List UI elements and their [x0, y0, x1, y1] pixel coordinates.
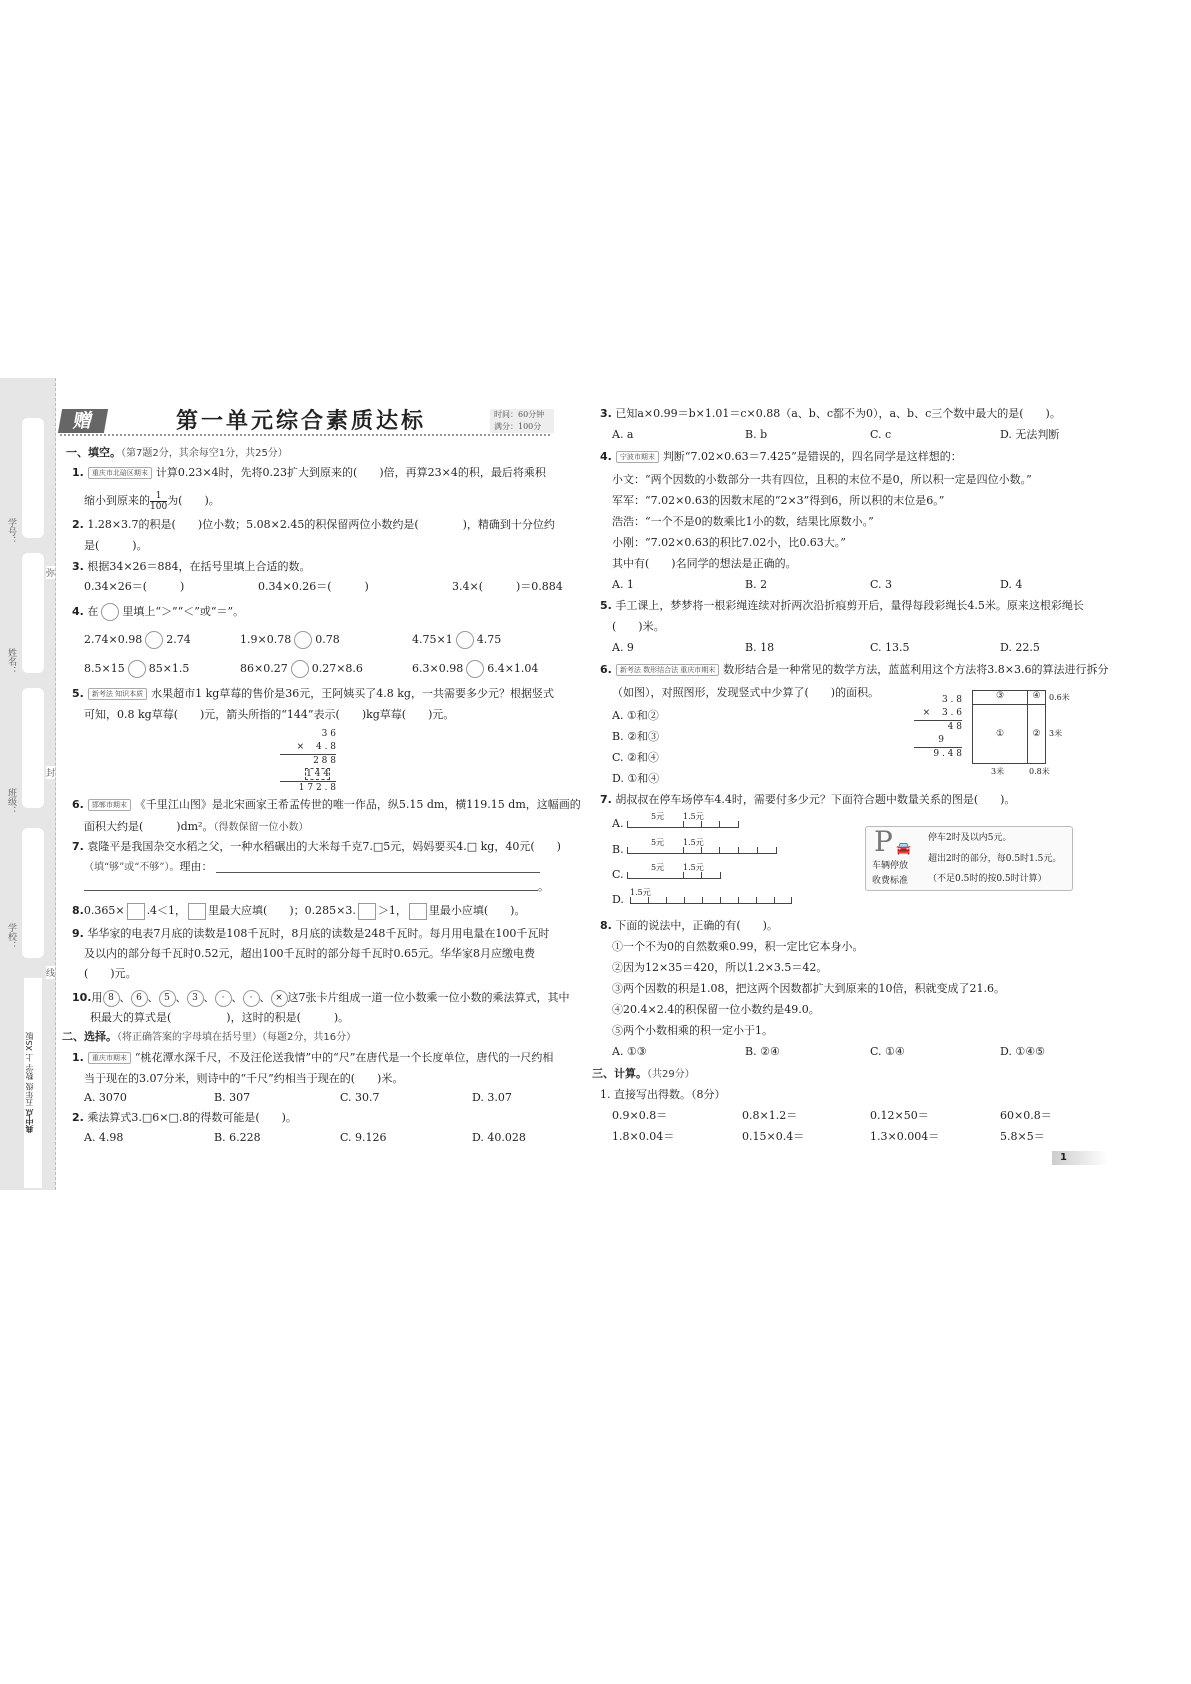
fraction-numerator: 1: [150, 491, 167, 502]
school-field[interactable]: [22, 828, 44, 958]
height-label: 3米: [1049, 729, 1063, 738]
option-b[interactable]: B. ②④: [745, 1045, 780, 1058]
number-card: 8: [103, 990, 120, 1007]
question-text: 为( )。: [167, 494, 220, 507]
question-text: 1.28×3.7的积是( )位小数；5.08×2.45的积保留两位小数约是( )，精确到十分位约: [87, 518, 555, 531]
question-1-10: 10.用 8 、 6 、 5 、 3 、 · 、 · 、 × 这7张卡片组成一道一位小数乘一位小数的乘法算式，其中: [72, 989, 570, 1007]
fraction-denominator: 100: [150, 501, 168, 512]
seal-char: 弥: [46, 566, 55, 579]
tick-mark: [720, 897, 721, 903]
period: 。: [538, 880, 549, 893]
class-label: 班级：: [6, 788, 16, 815]
segment-label: 1.5元: [683, 812, 704, 821]
region-1: ①: [973, 705, 1028, 763]
tick-mark: [719, 847, 720, 853]
blank-item: 3.4×( )＝0.884: [452, 580, 563, 593]
statement: ②因为12×35＝420，所以1.2×3.5＝42。: [612, 961, 828, 974]
option-b[interactable]: B. 2: [745, 578, 768, 591]
question-text: 根据34×26＝884，在括号里填上合适的数。: [87, 560, 311, 573]
dot-card: ·: [215, 990, 232, 1007]
question-2-2: 2. 乘法算式3.□6×□.8的得数可能是( )。: [72, 1111, 297, 1124]
segment-label: 5元: [651, 838, 665, 847]
grade: 五年级: [25, 1082, 34, 1107]
number-line-d: [630, 888, 792, 904]
question-text: 袁隆平是我国杂交水稻之父，一种水稻碾出的大米每千克7.□5元，妈妈要买4.□ kg，40元( ): [87, 840, 561, 853]
statement: ④20.4×2.4的积保留一位小数约是49.0。: [612, 1003, 820, 1016]
digit-box[interactable]: [127, 903, 145, 920]
area-model-diagram: [972, 690, 1070, 776]
option-c[interactable]: C. c: [870, 428, 892, 441]
source-tag: 宁波市期末: [616, 451, 659, 463]
parking-p-icon: P: [874, 825, 893, 858]
student-id-field[interactable]: [22, 418, 44, 538]
source-tag: 新考法 数形结合法 重庆市期末: [616, 664, 719, 676]
sign-caption: 收费标准: [872, 876, 909, 886]
gift-badge: 赠: [58, 409, 108, 433]
option-c[interactable]: C. 13.5: [870, 641, 910, 654]
calc-item: 1.8×0.04＝: [612, 1130, 675, 1143]
option-b[interactable]: B. 6.228: [214, 1131, 261, 1144]
number-card: 6: [131, 990, 148, 1007]
tick-mark: [720, 872, 721, 878]
question-text: 是( )。: [84, 539, 148, 552]
logo-text: 典中点: [25, 1109, 34, 1134]
page-number-bar: [1052, 1151, 1108, 1165]
fee-rule: 停车2时及以内5元。: [928, 833, 1012, 843]
digit-box[interactable]: [188, 903, 206, 920]
option-c[interactable]: C. ①④: [870, 1045, 905, 1058]
region-3: ③: [973, 691, 1028, 705]
question-text: 在: [87, 605, 99, 618]
calc-item: 0.15×0.4＝: [742, 1130, 805, 1143]
tick-mark: [684, 897, 685, 903]
source-tag: 邯郸市期末: [88, 799, 131, 811]
option-d[interactable]: D. ①和④: [612, 772, 660, 785]
tick-mark: [627, 821, 628, 827]
tick-mark: [738, 847, 739, 853]
question-1-1-line2: [84, 490, 220, 512]
option-a[interactable]: A. ①和②: [612, 709, 659, 722]
number-card: 3: [187, 990, 204, 1007]
page-title: 第一单元综合素质达标: [176, 408, 427, 434]
tick-mark: [719, 821, 720, 827]
question-1-3: 3. 根据34×26＝884，在括号里填上合适的数。: [72, 560, 311, 573]
option-b[interactable]: B. b: [745, 428, 768, 441]
width-label: 3米: [991, 767, 1005, 776]
compare-blank[interactable]: [466, 660, 484, 678]
tick-mark: [776, 847, 777, 853]
answer-line[interactable]: [84, 890, 538, 891]
question-text: 《千里江山图》是北宋画家王希孟传世的唯一作品，纵5.15 dm，横119.15 dm，这幅画的: [134, 798, 581, 811]
tick-mark: [791, 897, 792, 903]
section-3-title: 三、计算。（共29分）: [592, 1067, 695, 1080]
tick-mark: [756, 897, 757, 903]
tick-mark: [774, 897, 775, 903]
term: 上: [25, 1053, 34, 1062]
tick-mark: [627, 872, 628, 878]
section-title: 一、填空。: [66, 446, 121, 459]
question-text: （如图），对照图形，发现竖式中少算了( )的面积。: [612, 686, 880, 699]
full-score: 满分：100分: [494, 422, 542, 431]
calc-item: 60×0.8＝: [1000, 1109, 1052, 1122]
question-1-5: 5. 新考法 知识本质 水果超市1 kg草莓的售价是36元，王阿姨买了4.8 kg，一共需要多少元？根据竖式: [72, 687, 554, 700]
option-c[interactable]: C. 9.126: [340, 1131, 387, 1144]
question-1-9: 9. 华华家的电表7月底的读数是108千瓦时，8月底的读数是248千瓦时。每月用电量在100千瓦时: [72, 927, 550, 940]
section-1-title: [66, 446, 288, 461]
option-a[interactable]: A. a: [612, 428, 634, 441]
question-text: ( )米。: [612, 620, 665, 633]
compare-circle-icon: [101, 603, 119, 621]
name-label: 姓名：: [6, 648, 16, 675]
compare-blank[interactable]: [128, 660, 146, 678]
vertical-multiplication: 3 6 × 4 . 8 2 8 8 1 4 4 1 7 2 . 8: [280, 728, 336, 795]
question-text: 计算0.23×4时，先将0.23扩大到原来的( )倍，再算23×4的积，最后将乘积: [155, 466, 546, 479]
question-1-8: 8.0.365× .4＜1， 里最大应填( )；0.285×3. ＞1， 里最小应填( )。: [72, 902, 525, 920]
student-opinion: 浩浩：“一个不是0的数乘比1小的数，结果比原数小。”: [612, 515, 874, 528]
tick-mark: [738, 821, 739, 827]
option-c[interactable]: C.: [612, 868, 624, 881]
question-1-7: 7. 袁隆平是我国杂交水稻之父，一种水稻碾出的大米每千克7.□5元，妈妈要买4.□ kg，40元( ): [72, 840, 561, 853]
segment-label: 1.5元: [630, 888, 651, 897]
number-line-c: [627, 863, 721, 879]
vertical-multiplication: 3 . 8 × 3 . 6 4 8 9 9 . 4 8: [914, 694, 962, 761]
question-2-6: 6. 新考法 数形结合法 重庆市期末 数形结合是一种常见的数学方法，蓝蓝利用这个方法将3.8×3.6的算法进行拆分: [600, 663, 1109, 676]
option-c[interactable]: C. 30.7: [340, 1091, 380, 1104]
fee-rule: （不足0.5时的按0.5时计算）: [928, 874, 1047, 884]
calc-item: 5.8×5＝: [1000, 1130, 1045, 1143]
tick-mark: [702, 897, 703, 903]
width-label: 0.8米: [1029, 767, 1050, 776]
compare-item: 6.3×0.98 6.4×1.04: [412, 660, 538, 678]
question-text: 当于现在的3.07分米，则诗中的“千尺”约相当于现在的( )米。: [84, 1072, 404, 1085]
calc-item: 0.9×0.8＝: [612, 1109, 668, 1122]
compare-item: 86×0.27 0.27×8.6: [240, 660, 363, 678]
region-4: ④: [1028, 691, 1045, 705]
compare-item: 8.5×15 85×1.5: [84, 660, 189, 678]
parking-fee-sign: [865, 826, 1073, 891]
statement: ⑤两个小数相乘的积一定小于1。: [612, 1024, 773, 1037]
tick-mark: [757, 847, 758, 853]
number-line-a: [627, 812, 739, 828]
binding-strip: [0, 378, 56, 1190]
sign-caption: 车辆停放: [872, 861, 909, 871]
compare-item: 1.9×0.78 0.78: [240, 631, 340, 649]
question-2-1: 1. 重庆市期末 “桃花潭水深千尺，不及汪伦送我情”中的“尺”在唐代是一个长度单位，唐代的一尺约相: [72, 1051, 554, 1064]
question-text: 华华家的电表7月底的读数是108千瓦时，8月底的读数是248千瓦时。每月用电量在100千瓦时: [87, 927, 550, 940]
question-text: 其中有( )名同学的想法是正确的。: [612, 557, 797, 570]
seal-char: 封: [46, 766, 55, 779]
question-2-8: 8. 下面的说法中，正确的有( )。: [600, 919, 778, 932]
time-score-box: [490, 409, 554, 433]
seal-char: 线: [46, 966, 55, 979]
compare-blank[interactable]: [145, 631, 163, 649]
page-number: 1: [1060, 1152, 1067, 1163]
time-limit: 时间：60分钟: [494, 410, 545, 419]
option-a[interactable]: A. 3070: [84, 1091, 127, 1104]
digit-box[interactable]: [409, 903, 427, 920]
option-b[interactable]: B.: [612, 843, 624, 856]
source-tag: 新考法 知识本质: [88, 688, 147, 700]
question-text: 水果超市1 kg草莓的售价是36元，王阿姨买了4.8 kg，一共需要多少元？根据竖式: [151, 687, 554, 700]
subject: 数学: [25, 1064, 34, 1081]
blank-item: 0.34×0.26＝( ): [258, 580, 369, 593]
question-text: 面积大约是( )dm²。（得数保留一位小数）: [84, 820, 309, 833]
digit-box[interactable]: [358, 903, 376, 920]
question-1-1: 1. 重庆市北碚区期末 计算0.23×4时，先将0.23扩大到原来的( )倍，再算23×4的积，最后将乘积: [72, 466, 546, 479]
option-d[interactable]: D.: [612, 893, 624, 906]
compare-blank[interactable]: [291, 660, 309, 678]
option-a[interactable]: A. ①③: [612, 1045, 647, 1058]
compare-item: 2.74×0.98 2.74: [84, 631, 191, 649]
student-id-label: 学号：: [6, 518, 16, 545]
question-text: 缩小到原来的: [84, 494, 150, 507]
fee-rule: 超出2时的部分，每0.5时1.5元。: [928, 854, 1062, 864]
option-a[interactable]: A. 9: [612, 641, 634, 654]
segment-label: 1.5元: [683, 838, 704, 847]
times-card: ×: [271, 990, 288, 1007]
option-b[interactable]: B. 18: [745, 641, 775, 654]
question-1-2: 2. 1.28×3.7的积是( )位小数；5.08×2.45的积保留两位小数约是( )，精确到十分位约: [72, 518, 555, 531]
calc-item: 0.12×50＝: [870, 1109, 929, 1122]
height-label: 0.6米: [1049, 693, 1070, 702]
question-2-3: 3. 已知a×0.99＝b×1.01＝c×0.88（a、b、c都不为0），a、b、c三个数中最大的是( )。: [600, 407, 1061, 420]
option-c[interactable]: C. ②和④: [612, 751, 659, 764]
tick-mark: [738, 897, 739, 903]
school-label: 学校：: [6, 923, 16, 950]
calc-item: 1.3×0.004＝: [870, 1130, 940, 1143]
highlight-144: 1 4 4: [306, 769, 329, 779]
number-line-b: [627, 838, 777, 854]
question-text: ( )元。: [84, 967, 137, 980]
option-c[interactable]: C. 3: [870, 578, 893, 591]
option-d[interactable]: D. 3.07: [472, 1091, 512, 1104]
option-d[interactable]: D. 无法判断: [1000, 428, 1060, 441]
option-a[interactable]: A. 4.98: [84, 1131, 124, 1144]
question-2-4: 4. 宁波市期末 判断“7.02×0.63＝7.425”是错误的，四名同学是这样想的：: [600, 450, 962, 463]
compare-blank[interactable]: [294, 631, 312, 649]
segment-label: 5元: [651, 863, 665, 872]
question-text: 可知，0.8 kg草莓( )元，箭头所指的“144”表示( )kg草莓( )元。: [84, 708, 455, 721]
name-field[interactable]: [22, 553, 44, 673]
source-tag: 重庆市北碚区期末: [88, 467, 152, 479]
student-opinion: 小刚：“7.02×0.63的积比7.02小，比0.63大。”: [612, 536, 846, 549]
option-b[interactable]: B. 307: [214, 1091, 251, 1104]
statement: ①一个不为0的自然数乘0.99，积一定比它本身小。: [612, 940, 864, 953]
option-d[interactable]: D. 22.5: [1000, 641, 1040, 654]
question-1-6: 6. 邯郸市期末 《千里江山图》是北宋画家王希孟传世的唯一作品，纵5.15 dm，横119.15 dm，这幅画的: [72, 798, 581, 811]
section-note: （第7题2分，其余每空1分，共25分）: [121, 448, 288, 459]
book-info: [24, 978, 42, 1188]
class-field[interactable]: [22, 688, 44, 808]
segment-label: 5元: [651, 812, 665, 821]
segment-label: 1.5元: [683, 863, 704, 872]
student-opinion: 小文：“两个因数的小数部分一共有四位，且积的末位不是0，所以积一定是四位小数。”: [612, 473, 1032, 486]
option-d[interactable]: D. 40.028: [472, 1131, 526, 1144]
tick-mark: [627, 847, 628, 853]
tick-mark: [666, 897, 667, 903]
edition: XS版: [25, 1032, 34, 1052]
option-d[interactable]: D. 4: [1000, 578, 1023, 591]
question-text: 里填上“＞”“＜”或“＝”。: [122, 605, 245, 618]
question-2-5: 5. 手工课上，梦梦将一根彩绳连续对折两次沿折痕剪开后，量得每段彩绳长4.5米。原来这根彩绳长: [600, 599, 1084, 612]
option-a[interactable]: A.: [612, 817, 624, 830]
blank-item: 0.34×26＝( ): [84, 580, 185, 593]
statement: ③两个因数的积是1.08，把这两个因数都扩大到原来的10倍，积就变成了21.6。: [612, 982, 1005, 995]
compare-item: 4.75×1 4.75: [412, 631, 501, 649]
dot-card: ·: [243, 990, 260, 1007]
region-2: ②: [1032, 729, 1041, 739]
section-2-title: 二、选择。（将正确答案的字母填在括号里）（每题2分，共16分）: [62, 1030, 357, 1043]
question-3-1: 1. 直接写出得数。（8分）: [600, 1088, 726, 1101]
student-opinion: 军军：“7.02×0.63的因数末尾的“2×3”得到6，所以积的末位是6。”: [612, 494, 945, 507]
option-b[interactable]: B. ②和③: [612, 730, 659, 743]
calc-item: 0.8×1.2＝: [742, 1109, 798, 1122]
option-d[interactable]: D. ①④⑤: [1000, 1045, 1046, 1058]
question-text: 及以内的部分每千瓦时0.52元，超出100千瓦时的部分每千瓦时0.65元。华华家8月应缴电费: [84, 947, 535, 960]
question-1-4: 4. 在 里填上“＞”“＜”或“＝”。: [72, 603, 244, 621]
source-tag: 重庆市期末: [88, 1052, 131, 1064]
car-icon: 🚘: [896, 841, 911, 855]
question-text: 积最大的算式是( )，这时的积是( )。: [90, 1011, 350, 1024]
number-card: 5: [159, 990, 176, 1007]
option-a[interactable]: A. 1: [612, 578, 634, 591]
question-2-7: 7. 胡叔叔在停车场停车4.4时，需要付多少元？下面符合题中数量关系的图是( )。: [600, 793, 1016, 806]
question-text: （填“够”或“不够”）。理由：: [84, 860, 213, 873]
compare-blank[interactable]: [456, 631, 474, 649]
answer-line[interactable]: [216, 872, 540, 873]
